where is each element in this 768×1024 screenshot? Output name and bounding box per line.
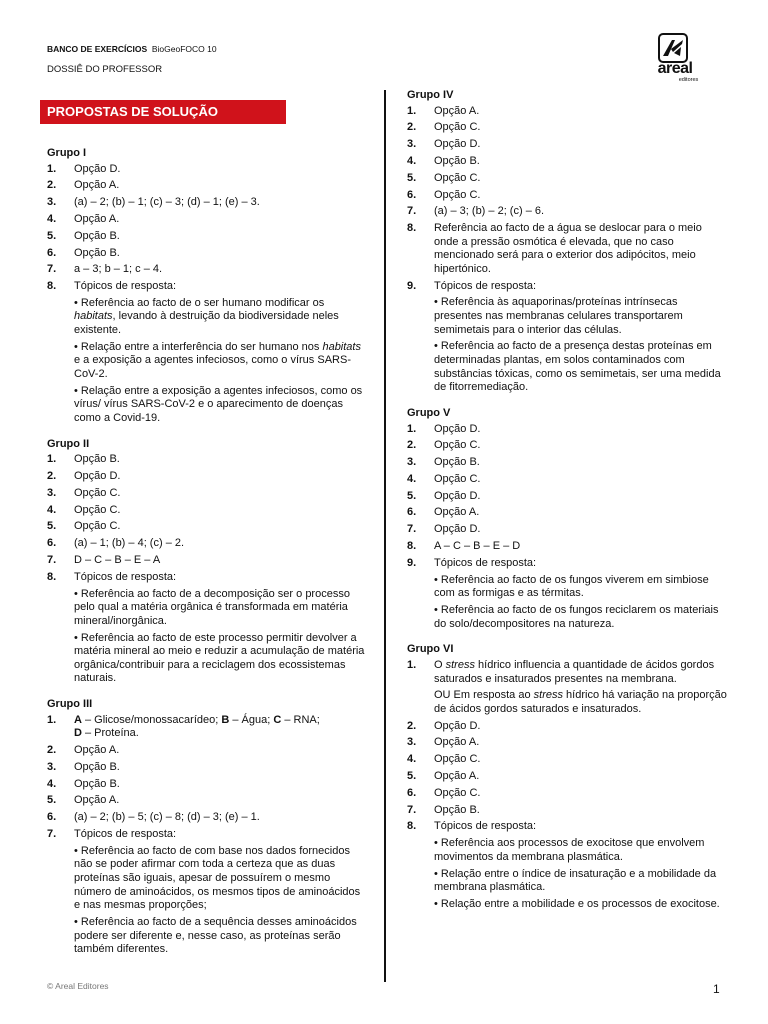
answer-topic: • Referência aos processos de exocitose que envolvem movimentos da membrana plasmática.	[434, 837, 705, 863]
item-text: Opção A.	[434, 506, 480, 519]
header-book: BioGeoFOCO 10	[151, 44, 217, 54]
item-text: Tópicos de resposta:	[74, 280, 177, 293]
item-number: 8.	[407, 540, 417, 552]
list-item	[407, 121, 727, 135]
item-number: 1.	[407, 104, 417, 117]
item-text: Opção D.	[434, 489, 481, 502]
list-item	[47, 504, 367, 518]
item-number: 2.	[407, 439, 417, 452]
item-text: a – 3; b – 1; c – 4.	[74, 263, 163, 276]
item-text: Opção B.	[434, 456, 480, 469]
item-number: 3.	[47, 760, 57, 773]
item-number: 1.	[47, 453, 57, 466]
group-title: Grupo VI	[407, 643, 454, 656]
item-number: 6.	[407, 188, 417, 201]
list-item	[407, 473, 727, 487]
list-item	[407, 540, 727, 554]
item-text: Tópicos de resposta:	[74, 828, 177, 840]
item-text: Opção C.	[74, 520, 121, 533]
item-number: 5.	[47, 229, 57, 242]
answer-topic: • Referência ao facto de a sequência desses aminoácidos podere ser diferente e, nesse caso, as proteínas serão também diferentes.	[74, 915, 357, 956]
item-number: 7.	[407, 803, 417, 816]
item-number: 8.	[407, 222, 417, 235]
item-text: Opção C.	[434, 121, 481, 134]
item-number: 3.	[407, 736, 417, 749]
list-item	[47, 714, 367, 741]
item-text: Opção D.	[434, 138, 481, 151]
answer-topic: • Relação entre o índice de insaturação e a mobilidade da membrana plasmática.	[434, 867, 717, 894]
item-number: 1.	[47, 162, 57, 175]
list-item	[47, 213, 367, 227]
list-item	[47, 520, 367, 534]
item-text: A – C – B – E – D	[434, 540, 521, 552]
group-title: Grupo IV	[407, 89, 454, 101]
group-title: Grupo I	[47, 147, 87, 159]
list-item	[407, 659, 727, 686]
list-item	[407, 280, 727, 294]
list-item	[407, 423, 727, 437]
right-column	[407, 89, 727, 915]
item-number: 1.	[407, 422, 417, 435]
list-item	[47, 247, 367, 261]
list-item	[407, 155, 727, 169]
item-number: 2.	[47, 744, 57, 757]
item-text: (a) – 2; (b) – 5; (c) – 8; (d) – 3; (e) – 1.	[74, 811, 260, 824]
item-text: Opção C.	[74, 503, 121, 516]
list-item	[407, 557, 727, 571]
answer-topic: • Referência ao facto de com base nos dados fornecidos não se poder afirmar com toda a certeza que as duas proteínas são iguais, apesar de possuírem o mesmo número de aminoácidos, os mesmos tipos de aminoácidos e nas mesmas proporções;	[74, 844, 361, 912]
copyright-notice: © Areal Editores	[47, 981, 109, 991]
answer-topic: • Referência às aquaporinas/proteínas intrínsecas presentes nas membranas celulares transportarem semimetais para o interior das células.	[434, 296, 683, 336]
answer-topic: • Referência ao facto de a decomposição ser o processo pelo qual a matéria orgânica é transformada em matéria mineral/inorgânica.	[74, 587, 350, 627]
list-item	[407, 222, 727, 276]
item-number: 4.	[407, 753, 417, 766]
item-number: 7.	[47, 263, 57, 276]
list-item	[47, 778, 367, 792]
item-number: 5.	[407, 171, 417, 184]
list-item	[407, 787, 727, 801]
item-number: 3.	[407, 138, 417, 151]
item-text: Opção C.	[434, 188, 481, 201]
page-number: 1	[713, 982, 720, 996]
item-text: Opção C.	[434, 472, 481, 485]
item-text: Opção A.	[74, 212, 120, 225]
list-item	[407, 753, 727, 767]
item-text: Opção D.	[434, 719, 481, 732]
item-text: Opção B.	[74, 453, 120, 466]
item-text: Opção A.	[74, 794, 120, 807]
answer-topic: • Relação entre a exposição a agentes infeciosos, como os vírus/ vírus SARS-CoV-2 e o aparecimento de doenças como a Covid-19.	[74, 384, 363, 424]
item-number: 5.	[47, 520, 57, 533]
item-number: 2.	[407, 719, 417, 732]
item-number: 7.	[47, 554, 57, 567]
list-item	[407, 770, 727, 784]
list-item	[407, 456, 727, 470]
item-text: Opção B.	[74, 777, 120, 790]
header-subtitle: DOSSIÊ DO PROFESSOR	[47, 64, 163, 75]
item-text: Opção D.	[74, 470, 121, 483]
item-text: Opção B.	[74, 229, 120, 242]
item-text: Opção C.	[434, 171, 481, 184]
list-item	[407, 138, 727, 152]
item-number: 5.	[407, 770, 417, 782]
item-text: Opção A.	[434, 104, 480, 117]
list-item	[407, 523, 727, 537]
logo-wordmark: areal	[657, 60, 693, 77]
item-text: (a) – 3; (b) – 2; (c) – 6.	[434, 205, 545, 218]
publisher-logo	[646, 32, 704, 86]
item-text: Referência ao facto de a água se deslocar para o meio onde a pressão osmótica é elevada, que no caso mencionado será para o exterior dos adipócitos, meio hipertónico.	[434, 222, 702, 275]
item-number: 2.	[47, 470, 57, 483]
item-text: Opção A.	[434, 736, 480, 749]
list-item	[407, 205, 727, 219]
item-number: 2.	[47, 179, 57, 192]
header-collection: BANCO DE EXERCÍCIOS	[47, 44, 148, 54]
column-divider	[384, 90, 386, 982]
list-item	[47, 744, 367, 758]
item-number: 4.	[47, 212, 57, 225]
list-item	[47, 263, 367, 277]
logo-subtext: editores	[678, 77, 699, 83]
areal-logo-icon	[658, 33, 688, 63]
item-number: 3.	[47, 196, 57, 209]
item-text: Opção D.	[434, 422, 481, 435]
list-item	[407, 736, 727, 750]
item-text: Tópicos de resposta:	[74, 570, 177, 583]
item-text: Opção C.	[434, 439, 481, 452]
header-title	[47, 44, 217, 54]
list-item	[407, 720, 727, 734]
list-item	[407, 804, 727, 818]
list-item	[407, 105, 727, 119]
item-number: 4.	[407, 154, 417, 167]
item-number: 6.	[407, 786, 417, 799]
item-number: 6.	[47, 811, 57, 824]
item-number: 3.	[47, 486, 57, 499]
list-item	[47, 571, 367, 585]
item-number: 1.	[407, 658, 417, 671]
item-text: O stress hídrico influencia a quantidade de ácidos gordos saturados e insaturados presentes na membrana.	[434, 658, 715, 685]
item-text: (a) – 1; (b) – 4; (c) – 2.	[74, 537, 185, 550]
list-item	[47, 554, 367, 568]
item-text: Opção C.	[74, 486, 121, 499]
item-number: 7.	[407, 205, 417, 218]
item-text: Opção D.	[434, 523, 481, 536]
item-number: 8.	[407, 820, 417, 833]
item-text: Tópicos de resposta:	[434, 820, 537, 833]
item-number: 7.	[407, 523, 417, 536]
answer-topic: • Referência ao facto de o ser humano modificar os habitats, levando à destruição da biodiversidade neles existente.	[74, 296, 339, 337]
list-item	[47, 794, 367, 808]
list-item	[47, 487, 367, 501]
item-text: Opção D.	[74, 162, 121, 175]
list-item	[47, 230, 367, 244]
list-item	[47, 537, 367, 551]
group-title: Grupo V	[407, 406, 451, 419]
item-number: 8.	[47, 570, 57, 583]
answer-topic: • Referência ao facto de este processo permitir devolver a matéria mineral ao meio e reduzir a acumulação de matéria orgânica/contribuir para a reciclagem dos ecossistemas naturais.	[74, 631, 365, 685]
list-item	[47, 179, 367, 193]
item-text: A – Glicose/monossacarídeo; B – Água; C – RNA; D – Proteína.	[74, 713, 320, 740]
section-banner: PROPOSTAS DE SOLUÇÃO	[40, 100, 286, 124]
list-item	[47, 163, 367, 177]
list-item	[47, 761, 367, 775]
item-text: Opção C.	[434, 753, 481, 766]
item-number: 5.	[47, 794, 57, 807]
item-text: Opção B.	[434, 154, 480, 167]
item-number: 6.	[407, 506, 417, 519]
item-number: 9.	[407, 279, 417, 292]
item-text: (a) – 2; (b) – 1; (c) – 3; (d) – 1; (e) – 3.	[74, 196, 260, 209]
answer-topic: • Relação entre a interferência do ser humano nos habitats e a exposição a agentes infeciosos, como o vírus SARS-CoV-2.	[74, 340, 361, 380]
item-text: Opção C.	[434, 786, 481, 799]
list-item	[407, 172, 727, 186]
item-text: D – C – B – E – A	[74, 554, 161, 567]
item-number: 8.	[47, 280, 57, 293]
item-number: 4.	[47, 777, 57, 790]
item-number: 1.	[47, 713, 57, 726]
item-text: Tópicos de resposta:	[434, 556, 537, 569]
item-text: Opção A.	[74, 179, 120, 192]
item-number: 5.	[407, 489, 417, 502]
answer-topic: • Relação entre a mobilidade e os processos de exocitose.	[434, 897, 720, 910]
item-number: 2.	[407, 121, 417, 134]
item-text: Opção A.	[74, 744, 120, 757]
list-item	[47, 453, 367, 467]
group-title: Grupo III	[47, 698, 93, 711]
item-number: 4.	[47, 503, 57, 516]
answer-topic: • Referência ao facto de os fungos reciclarem os materiais do solo/decompositores na natureza.	[434, 603, 719, 630]
list-item	[407, 490, 727, 504]
item-text: Opção B.	[74, 246, 120, 259]
item-number: 6.	[47, 537, 57, 550]
list-item	[47, 811, 367, 825]
item-text: Tópicos de resposta:	[434, 279, 537, 292]
answer-alternative: OU Em resposta ao stress hídrico há variação na proporção de ácidos gordos saturados e insaturados.	[434, 689, 727, 715]
list-item	[47, 470, 367, 484]
item-text: Opção A.	[434, 770, 480, 782]
group-title: Grupo II	[47, 437, 90, 450]
list-item	[407, 820, 727, 834]
item-number: 6.	[47, 246, 57, 259]
answer-topic: • Referência ao facto de a presença destas proteínas em determinadas plantas, em solos contaminados com substâncias tóxicas, como os semimetais, ser uma medida de fitorremediação.	[434, 340, 721, 394]
item-number: 9.	[407, 556, 417, 569]
item-text: Opção B.	[74, 760, 120, 773]
list-item	[47, 280, 367, 294]
list-item	[407, 189, 727, 203]
item-text: Opção B.	[434, 803, 480, 816]
list-item	[47, 196, 367, 210]
item-number: 7.	[47, 828, 57, 840]
left-column	[47, 147, 367, 960]
list-item	[407, 439, 727, 453]
list-item	[407, 506, 727, 520]
answer-topic: • Referência ao facto de os fungos viverem em simbiose com as formigas e as térmitas.	[434, 573, 709, 600]
item-number: 4.	[407, 472, 417, 485]
list-item	[47, 828, 367, 842]
item-number: 3.	[407, 456, 417, 469]
